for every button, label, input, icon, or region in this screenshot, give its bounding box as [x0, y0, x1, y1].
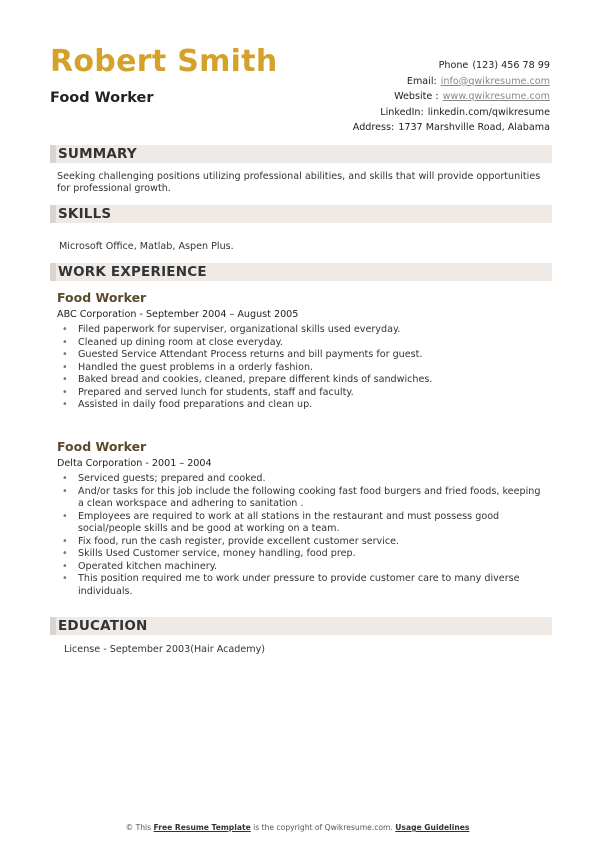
contact-email	[230, 74, 550, 90]
website-link[interactable]: www.qwikresume.com	[442, 91, 550, 103]
list-item: • Guested Service Attendant Process returns and bill payments for guest.	[62, 349, 423, 360]
bullet-icon: •	[62, 510, 68, 522]
job-title: Food Worker	[57, 439, 147, 454]
contact-value: 1737 Marshville Road, Alabama	[398, 122, 550, 134]
list-item: • Employees are required to work at all stations in the restaurant and must possess good social/people skills and be good at working on a team.	[62, 510, 500, 534]
bullet-icon: •	[62, 374, 68, 385]
list-item: • Assisted in daily food preparations and clean up.	[62, 399, 313, 410]
bullet-icon: •	[62, 336, 68, 348]
skills-heading	[50, 205, 552, 223]
footer-prefix: © This	[125, 823, 152, 832]
bullet-icon: •	[62, 548, 68, 559]
list-item: • Baked bread and cookies, cleaned, prepare different kinds of sandwiches.	[62, 374, 433, 385]
bullet-icon: •	[62, 473, 68, 484]
contact-block	[230, 58, 550, 136]
list-item: • This position required me to work under pressure to provide customer care to many diverse individuals.	[62, 573, 520, 597]
list-item: • Handled the guest problems in a orderly fashion.	[62, 361, 314, 373]
bullet-icon: •	[62, 573, 68, 584]
footer	[0, 823, 595, 832]
job-meta: ABC Corporation - September 2004 – August 2005	[57, 309, 299, 320]
candidate-title: Food Worker	[50, 90, 154, 106]
list-item: • And/or tasks for this job include the following cooking fast food burgers and fried foods, keeping a clean workspace and adhering to sanitation .	[62, 485, 541, 509]
skills-text: Microsoft Office, Matlab, Aspen Plus.	[59, 241, 234, 252]
contact-website	[230, 89, 550, 105]
free-resume-template-link[interactable]: Free Resume Template	[153, 823, 251, 832]
bullet-icon: •	[62, 324, 68, 335]
contact-label: LinkedIn:	[380, 106, 424, 118]
footer-middle: is the copyright of Qwikresume.com.	[253, 823, 393, 832]
contact-phone	[230, 58, 550, 74]
bullet-icon: •	[62, 535, 68, 547]
list-item: • Filed paperwork for superviser, organizational skills used everyday.	[62, 324, 401, 335]
contact-label: Address:	[352, 122, 395, 134]
candidate-name: Robert Smith	[50, 44, 278, 79]
list-item: • Cleaned up dining room at close everyday.	[62, 336, 283, 348]
section-heading-text: WORK EXPERIENCE	[58, 264, 207, 280]
bullet-icon: •	[62, 361, 68, 373]
section-heading-text: SKILLS	[58, 206, 112, 222]
job-bullets	[57, 324, 547, 412]
section-heading-text: EDUCATION	[58, 618, 148, 634]
contact-label: Website :	[394, 91, 439, 103]
contact-value: linkedin.com/qwikresume	[427, 106, 550, 118]
list-item: • Skills Used Customer service, money handling, food prep.	[62, 548, 356, 559]
email-link[interactable]: info@qwikresume.com	[440, 75, 550, 87]
job-meta: Delta Corporation - 2001 – 2004	[57, 458, 212, 469]
experience-heading	[50, 263, 552, 281]
job-bullets	[57, 473, 547, 598]
list-item: • Prepared and served lunch for students, staff and faculty.	[62, 386, 354, 398]
contact-label: Email:	[406, 75, 437, 87]
list-item: • Operated kitchen machinery.	[62, 560, 218, 572]
section-heading-text: SUMMARY	[58, 146, 137, 162]
bullet-icon: •	[62, 485, 68, 497]
contact-value: (123) 456 78 99	[472, 60, 550, 71]
list-item: • Serviced guests; prepared and cooked.	[62, 473, 266, 484]
bullet-icon: •	[62, 386, 68, 398]
job-title: Food Worker	[57, 290, 147, 305]
contact-linkedin	[230, 105, 550, 121]
summary-heading	[50, 145, 552, 163]
bullet-icon: •	[62, 399, 68, 410]
education-heading	[50, 617, 552, 635]
contact-address	[230, 120, 550, 136]
bullet-icon: •	[62, 349, 68, 360]
education-text: License - September 2003(Hair Academy)	[64, 644, 266, 655]
list-item: • Fix food, run the cash register, provide excellent customer service.	[62, 535, 400, 547]
bullet-icon: •	[62, 560, 68, 572]
contact-label: Phone	[438, 60, 469, 71]
summary-text: Seeking challenging positions utilizing professional abilities, and skills that will provide opportunities for professional growth.	[57, 171, 541, 195]
usage-guidelines-link[interactable]: Usage Guidelines	[395, 823, 470, 832]
